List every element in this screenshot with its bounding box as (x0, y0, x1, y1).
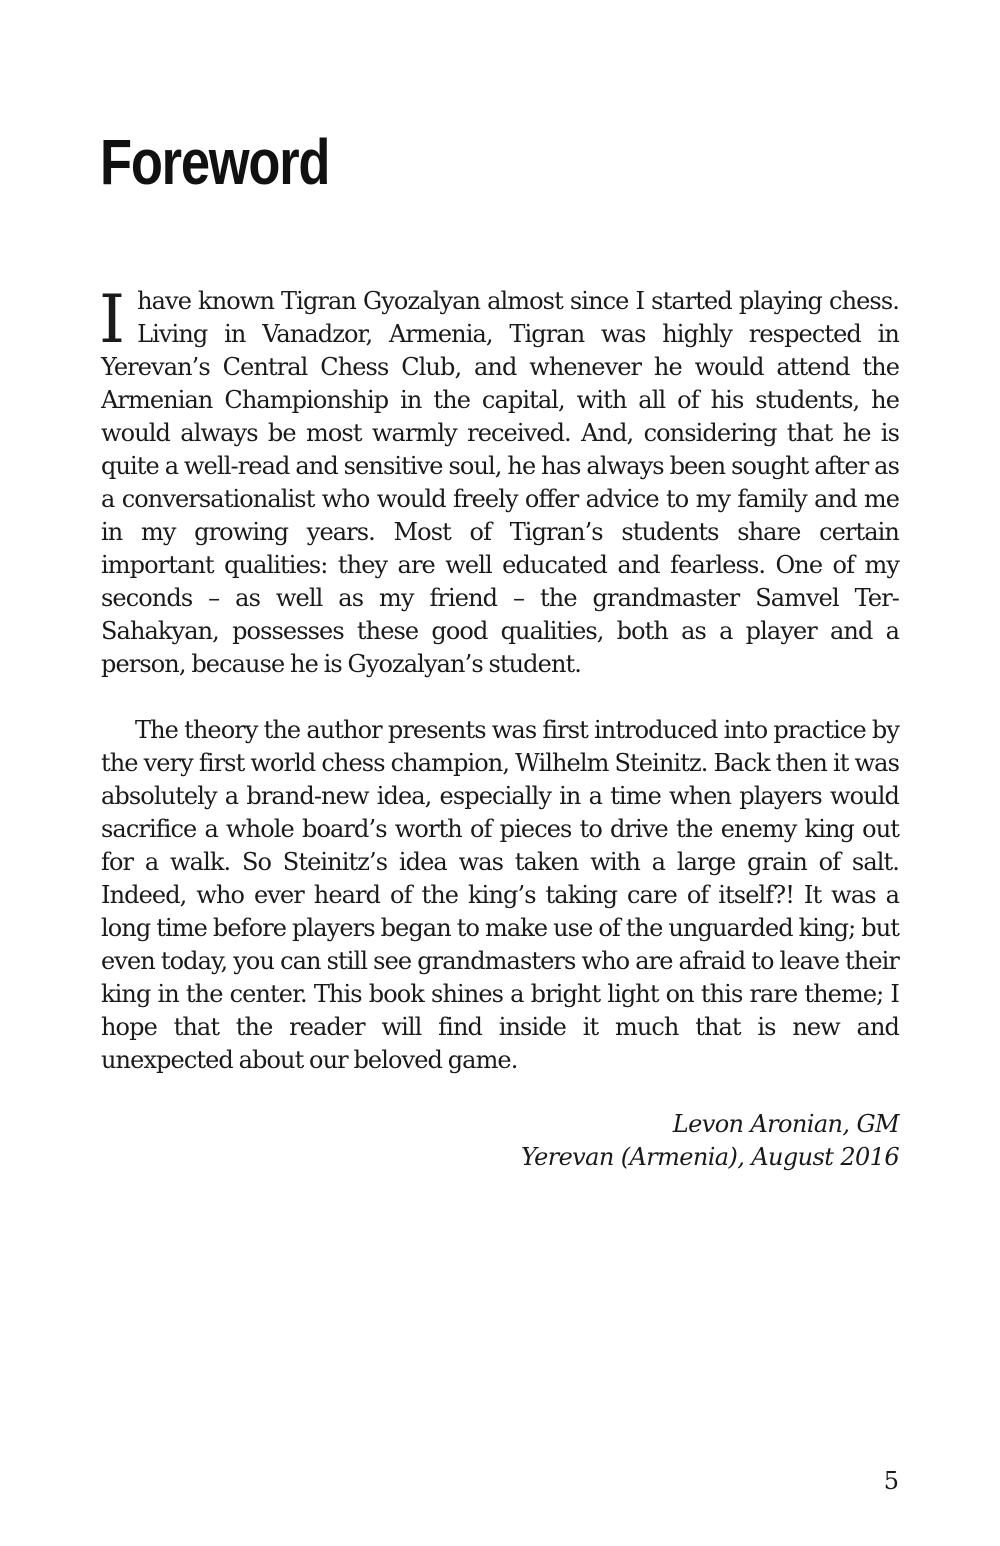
page-number: 5 (883, 1467, 899, 1495)
signature-block (521, 1108, 899, 1174)
signature-name: Levon Aronian, GM (672, 1110, 899, 1138)
foreword-body (99, 281, 899, 1077)
page-title: Foreword (100, 126, 330, 198)
paragraph-2: The theory the author presents was first introduced into practice by the very first world chess champion, Wilhelm Steinitz. Back then it was absolutely a brand-new idea, especially in a time when players would sacrifice a whole board’s worth of pieces to drive the enemy king out for a walk. So Steinitz’s idea was taken with a large grain of salt. Indeed, who ever heard of the king’s taking care of itself?! It was a long time before players began to make use of the unguarded king; but even today, you can still see grandmasters who are afraid to leave their king in the center. This book shines a bright light on this rare theme; I hope that the reader will find inside it much that is new and unexpected about our beloved game. (101, 716, 899, 1074)
paragraph-1 (99, 281, 899, 681)
paragraph-1-text: have known Tigran Gyozalyan almost since I started playing chess. Living in Vanadzor, Armenia, Tigran was highly respected in Yerevan’s Central Chess Club, and whenever he would attend the Armenian Championship in the capital, with all of his students, he would always be most warmly received. And, considering that he is quite a well-read and sensitive soul, he has always been sought after as a conversationalist who would freely offer advice to my family and me in my growing years. Most of Tigran’s students share certain important qualities: they are well educated and fearless. One of my seconds – as well as my friend – the grandmaster Samvel Ter-Sahakyan, possesses these good qualities, both as a player and a person, because he is Gyozalyan’s student. (101, 287, 899, 678)
signature-place-date: Yerevan (Armenia), August 2016 (520, 1143, 899, 1171)
drop-cap: I (99, 281, 126, 358)
